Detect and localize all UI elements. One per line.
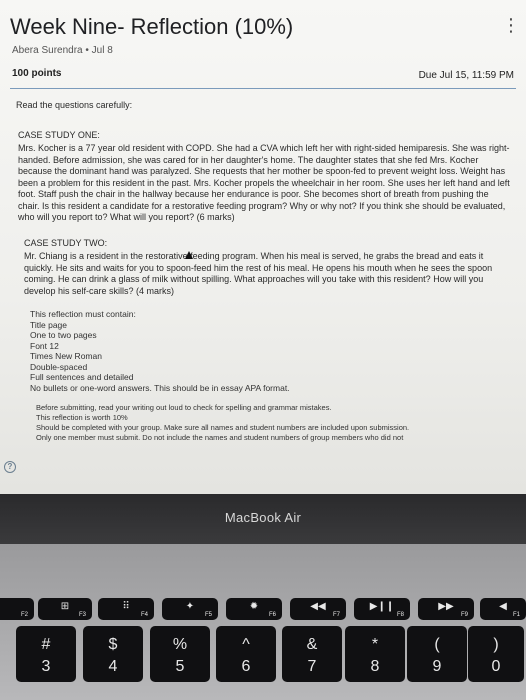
function-key[interactable]: ◀ F1 <box>480 598 526 620</box>
due-date: Due Jul 15, 11:59 PM <box>418 70 514 81</box>
key-5[interactable]: % 5 <box>150 626 210 682</box>
key-4[interactable]: $ 4 <box>83 626 143 682</box>
function-key[interactable]: ▶▶ F9 <box>418 598 474 620</box>
list-item: Title page <box>30 319 68 330</box>
key-3[interactable]: # 3 <box>16 626 76 682</box>
points-label: 100 points <box>12 68 62 79</box>
case-study-two-label: CASE STUDY TWO: <box>24 237 108 248</box>
key-6[interactable]: ^ 6 <box>216 626 276 682</box>
case-study-two <box>24 238 510 298</box>
key-8[interactable]: * 8 <box>345 626 405 682</box>
case-study-one <box>18 130 510 224</box>
function-key[interactable]: ⊞ F3 <box>38 598 92 620</box>
help-icon[interactable]: ? <box>4 461 16 473</box>
kebab-menu-icon[interactable]: ⋮ <box>502 15 520 35</box>
submission-notes <box>36 403 510 443</box>
list-item: This reflection is worth 10% <box>36 413 128 422</box>
requirements-block <box>30 309 510 393</box>
list-item: Before submitting, read your writing out loud to check for spelling and grammar mistakes. <box>36 403 332 412</box>
list-item: Should be completed with your group. Make sure all names and student numbers are included upon submission. <box>36 423 410 432</box>
mouse-cursor-icon <box>185 251 193 259</box>
assignment-title: Week Nine- Reflection (10%) <box>10 14 294 39</box>
list-item: Font 12 <box>30 340 59 351</box>
brand-label: MacBook Air <box>224 510 302 525</box>
list-item: Double-spaced <box>30 361 88 372</box>
list-item: Only one member must submit. Do not include the names and student numbers of group members who did not <box>36 433 404 442</box>
key-7[interactable]: & 7 <box>282 626 342 682</box>
case-study-two-text: Mr. Chiang is a resident in the restorative feeding program. When his meal is served, he grabs the bread and eats it quickly. He sits and waits for you to spoon-feed him the rest of his meal. He opens his mouth when he sees the spoon coming. He can drink a glass of milk without spilling. What approaches will you take with this resident? How will you develop his self-care skills? (4 marks) <box>24 251 493 296</box>
requirements-intro: This reflection must contain: <box>30 309 136 319</box>
case-study-one-text: Mrs. Kocher is a 77 year old resident with COPD. She had a CVA which left her with right-sided hemiparesis. She was right-handed. Before admission, she was cared for in her daughter's home. The daughter states that she fed Mrs. Kocher because the dominant hand was paralyzed. She requests that her mother be spoon-fed to prevent weight loss. Weight has been a problem for this resident in the past. Mrs. Kocher propels the wheelchair in her room. She uses her left hand and left foot. Staff push the chair in the hallway because her endurance is poor. She becomes short of breath from pushing the chair. Is this resident a candidate for a restorative feeding program? Why or why not? If you think she should be evaluated, who will you report to? What will you report? (6 marks) <box>18 143 510 222</box>
function-key[interactable]: ◀◀ F7 <box>290 598 346 620</box>
author-line: Abera Surendra • Jul 8 <box>12 45 113 56</box>
function-key[interactable]: ▶❙❙ F8 <box>354 598 410 620</box>
list-item: Times New Roman <box>30 351 102 361</box>
assignment-body <box>16 100 510 443</box>
function-key[interactable]: ✹ F6 <box>226 598 282 620</box>
case-study-one-label: CASE STUDY ONE: <box>18 129 100 140</box>
instructions-text: Read the questions carefully: <box>16 100 133 110</box>
function-key[interactable]: ✦ F5 <box>162 598 218 620</box>
list-item: Full sentences and detailed <box>30 372 134 382</box>
function-key[interactable]: ⠿ F4 <box>98 598 154 620</box>
key-9[interactable]: ( 9 <box>407 626 467 682</box>
function-key[interactable]: F2 <box>0 598 34 620</box>
key-0[interactable]: ) 0 <box>468 626 524 682</box>
requirements-list <box>30 320 510 394</box>
divider <box>10 88 516 89</box>
list-item: No bullets or one-word answers. This should be in essay APA format. <box>30 382 290 393</box>
list-item: One to two pages <box>30 330 97 340</box>
